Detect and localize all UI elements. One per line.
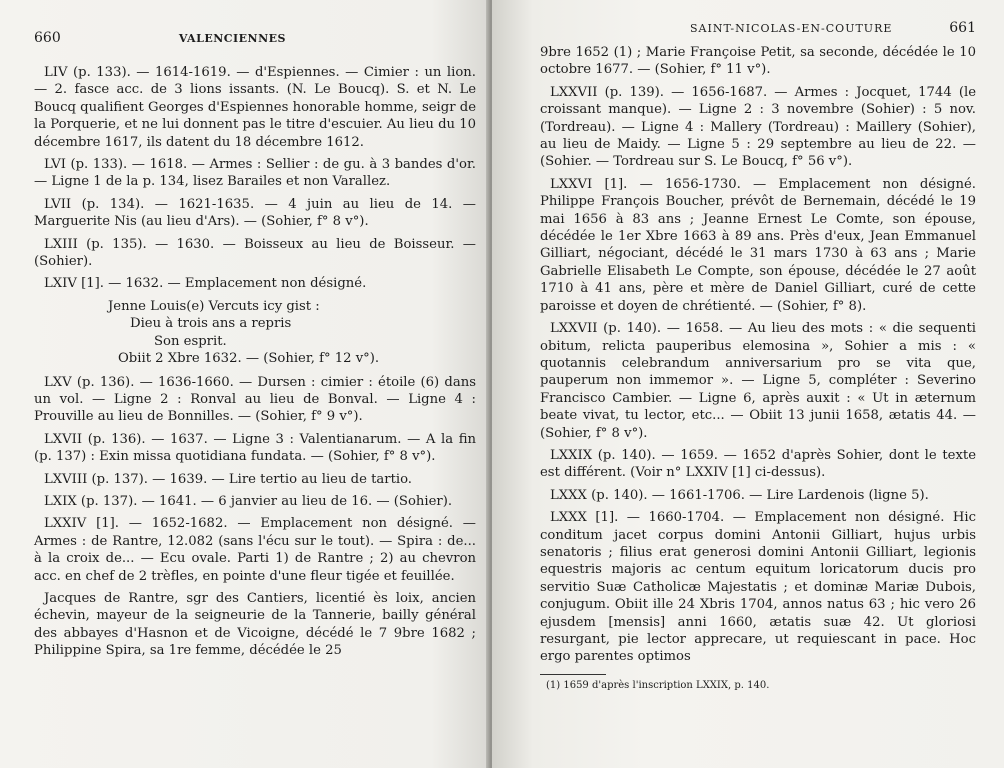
- continued-paragraph: 9bre 1652 (1) ; Marie Françoise Petit, sa seconde, décédée le 10 octobre 1677. — (Sohier, f° 11 v°).: [540, 45, 976, 78]
- verse-line: Son esprit.: [154, 333, 227, 349]
- entry-paragraph: LVI (p. 133). — 1618. — Armes : Sellier : de gu. à 3 bandes d'or. — Ligne 1 de la p. 134, lisez Barailes et non Varallez.: [34, 157, 476, 190]
- entry-paragraph: LXIII (p. 135). — 1630. — Boisseux au lieu de Boisseur. — (Sohier).: [34, 236, 476, 270]
- running-title-right: SAINT-NICOLAS-EN-COUTURE: [690, 22, 893, 35]
- epitaph-verse: [34, 298, 476, 368]
- page-number-right: 661: [949, 20, 976, 36]
- entry-paragraph: LXXVII (p. 140). — 1658. — Au lieu des mots : « die sequenti obitum, relicta pauperibus elemosina », Sohier a mis : « quotannis celebrandum anniversarium pro se vita que, pauperum non immemor ». — Ligne 5, compléter : Severino Francisco Cambier. — Ligne 6, après auxit : « Ut in æternum beate vivat, tu lector, etc... — Obiit 13 junii 1658, ætatis 44. — (Sohier, f° 8 v°).: [540, 321, 976, 441]
- entry-paragraph: LXXIV [1]. — 1652-1682. — Emplacement non désigné. — Armes : de Rantre, 12.082 (sans l'écu sur le tout). — Spira : de... à la croix de... — Ecu ovale. Parti 1) de Rantre ; 2) au chevron acc. en chef de 2 trèfles, en pointe d'une fleur tigée et feuillée.: [34, 516, 476, 584]
- verse-line: Obiit 2 Xbre 1632. — (Sohier, f° 12 v°).: [118, 351, 380, 367]
- entry-paragraph: Jacques de Rantre, sgr des Cantiers, licentié ès loix, ancien échevin, mayeur de la seigneurie de la Tannerie, bailly général des abbayes d'Hasnon et de Vicoigne, décédé le 7 9bre 1682 ; Philippine Spira, sa 1re femme, décédée le 25: [34, 590, 476, 659]
- footnote: (1) 1659 d'après l'inscription LXXIX, p. 140.: [546, 679, 770, 691]
- entry-paragraph: LXXVI [1]. — 1656-1730. — Emplacement non désigné. Philippe François Boucher, prévôt de Bernemain, décédé le 19 mai 1656 à 83 ans ; Jeanne Ernest Le Comte, son épouse, décédée le 1er Xbre 1663 à 89 ans. Près d'eux, Jean Emmanuel Gilliart, négociant, décédé le 31 mars 1730 à 63 ans ; Marie Gabrielle Elisabeth Le Compte, son épouse, décédée le 27 août 1710 à 41 ans, père et mère de Daniel Gilliart, curé de cette paroisse et doyen de chrétienté. — (Sohier, f° 8).: [540, 176, 976, 314]
- entry-paragraph: LVII (p. 134). — 1621-1635. — 4 juin au lieu de 14. — Marguerite Nis (au lieu d'Ars). — (Sohier, f° 8 v°).: [34, 196, 476, 230]
- footnote-rule: [540, 674, 606, 675]
- entry-paragraph: LIV (p. 133). — 1614-1619. — d'Espiennes. — Cimier : un lion. — 2. fasce acc. de 3 lions issants. (N. Le Boucq). S. et N. Le Boucq qualifient Georges d'Espiennes honorable homme, seigr de la Porquerie, et ne lui donnent pas le titre d'escuier. Au lieu du 10 décembre 1617, ils datent du 18 décembre 1612.: [34, 65, 476, 150]
- running-head-right: [540, 20, 976, 42]
- entry-paragraph: LXXVII (p. 139). — 1656-1687. — Armes : Jocquet, 1744 (le croissant manque). — Ligne 2 : 3 novembre (Sohier) : 5 nov. (Tordreau). — Ligne 4 : Mallery (Tordreau) : Maillery (Sohier), au lieu de Maidy. — Ligne 5 : 29 septembre au lieu de 22. — (Sohier. — Tordreau sur S. Le Boucq, f° 56 v°).: [540, 84, 976, 170]
- entry-paragraph: LXXIX (p. 140). — 1659. — 1652 d'après Sohier, dont le texte est différent. (Voir n° LXXIV [1] ci-dessus).: [540, 447, 976, 481]
- entry-paragraph: LXXX (p. 140). — 1661-1706. — Lire Lardenois (ligne 5).: [550, 487, 929, 503]
- entry-paragraph: LXXX [1]. — 1660-1704. — Emplacement non désigné. Hic conditum jacet corpus domini Antonii Gilliart, hujus urbis senatoris ; filius erat generosi domini Antonii Gilliart, legionis equestris majoris ac centum equitum loricatorum ducis pro servitio Suæ Catholicæ Majestatis ; et dominæ Mariæ Dubois, conjugum. Obiit ille 24 Xbris 1704, annos natus 63 ; hic vero 26 ejusdem [mensis] anni 1660, ætatis suæ 42. Ut gloriosi resurgant, pie lector apprecare, ut requiescant in pace. Hoc ergo parentes optimos: [540, 510, 976, 665]
- entry-paragraph: LXV (p. 136). — 1636-1660. — Dursen : cimier : étoile (6) dans un vol. — Ligne 2 : Ronval au lieu de Bonval. — Ligne 4 : Prouville au lieu de Bonnilles. — (Sohier, f° 9 v°).: [34, 374, 476, 425]
- page-number-left: 660: [34, 30, 61, 46]
- running-title-left: VALENCIENNES: [178, 32, 286, 45]
- right-page: [492, 0, 1004, 768]
- entry-paragraph: LXIV [1]. — 1632. — Emplacement non désigné.: [44, 276, 367, 292]
- running-head-left: [34, 30, 476, 52]
- entry-paragraph: LXVIII (p. 137). — 1639. — Lire tertio au lieu de tartio.: [44, 471, 412, 487]
- verse-line: Dieu à trois ans a repris: [130, 316, 292, 332]
- entry-paragraph: LXVII (p. 136). — 1637. — Ligne 3 : Valentianarum. — A la fin (p. 137) : Exin missa quotidiana fundata. — (Sohier, f° 8 v°).: [34, 431, 476, 465]
- verse-line: Jenne Louis(e) Vercuts icy gist :: [108, 298, 320, 314]
- left-page: [0, 0, 490, 768]
- entry-paragraph: LXIX (p. 137). — 1641. — 6 janvier au lieu de 16. — (Sohier).: [44, 493, 453, 509]
